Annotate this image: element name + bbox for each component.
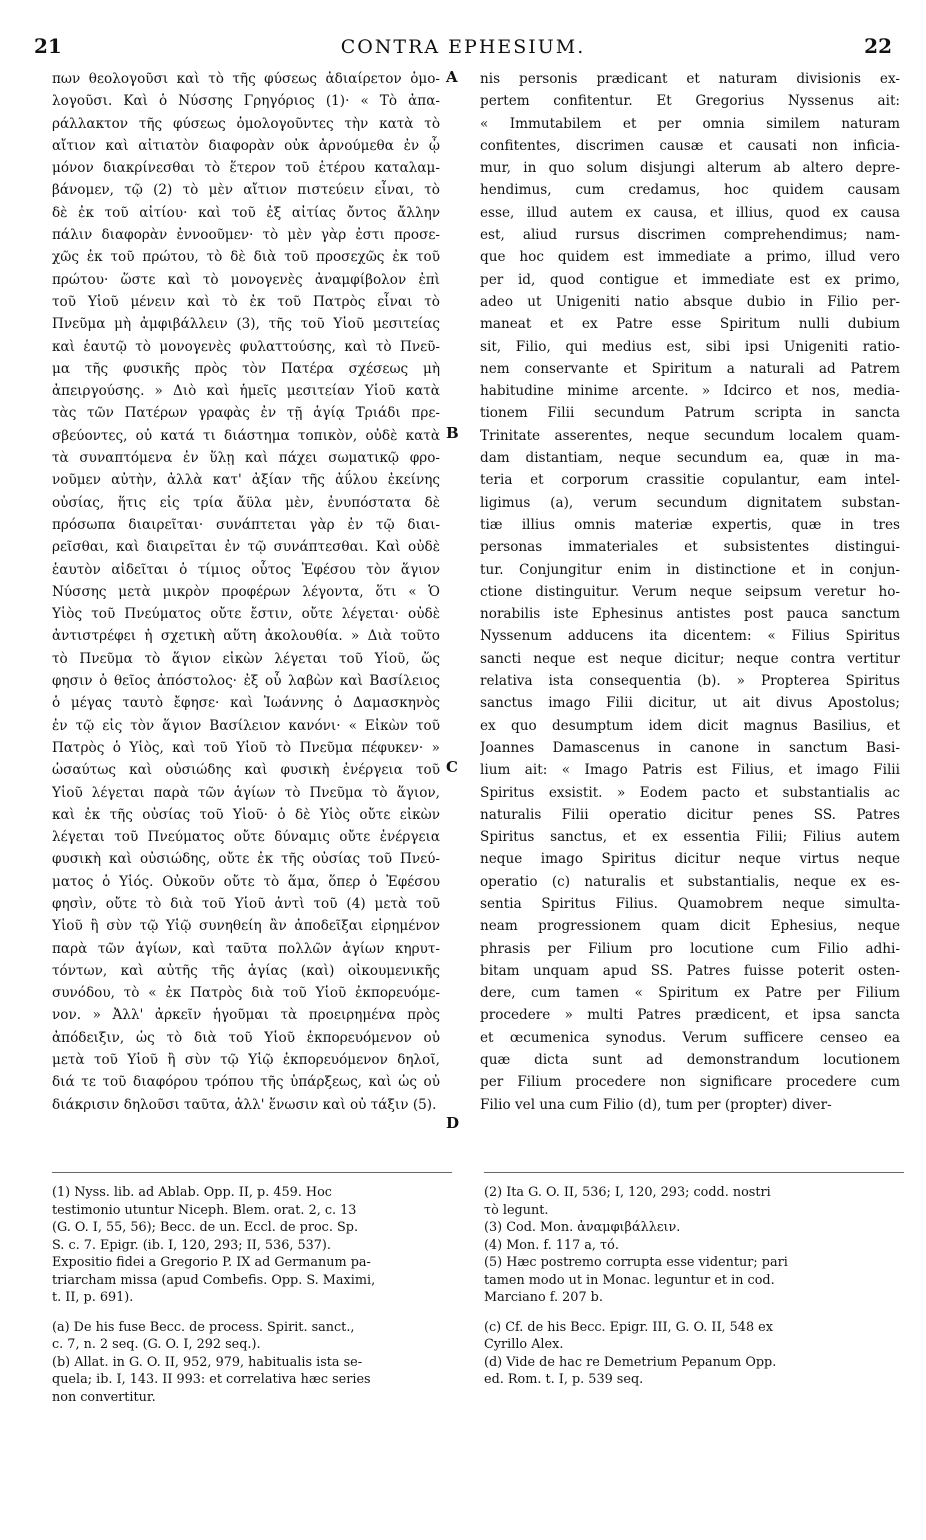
footnote-line: non convertitur. — [52, 1389, 156, 1405]
latin-text-line: habitudine minime arcente. » Idcirco et nos, media- — [480, 383, 900, 400]
latin-text-line: operatio (c) naturalis et substantialis, neque ex es- — [480, 873, 900, 890]
greek-text-line: ἐν τῷ εἰς τὸν ἅγιον Βασίλειον κανόνι· « Εἰκὼν τοῦ — [52, 717, 440, 734]
latin-text-line: procedere » multi Patres prædicent, et ipsa sancta — [480, 1007, 900, 1024]
latin-text-line: phrasis per Filium pro locutione cum Filio adhi- — [480, 940, 900, 957]
greek-text-line: τὰς τῶν Πατέρων γραφὰς ἐν τῇ ἁγίᾳ Τριάδι πρε- — [52, 405, 440, 422]
footnote-line: c. 7, n. 2 seq. (G. O. I, 292 seq.). — [52, 1337, 261, 1352]
greek-text-line: Πατρὸς ὁ Υἱὸς, καὶ τοῦ Υἱοῦ τὸ Πνεῦμα πέφυκεν· » — [52, 739, 440, 756]
footnote-line: Marciano f. 207 b. — [484, 1290, 603, 1305]
latin-text-line: adeo ut Unigeniti natio absque dubio in Filio per- — [480, 293, 900, 310]
margin-letter-d: D — [446, 1114, 460, 1132]
latin-text-line: nis personis prædicant et naturam divisionis ex- — [480, 71, 900, 87]
footnote-line: (4) Mon. f. 117 a, τό. — [484, 1237, 619, 1253]
latin-text-line: teria et corporum crassitie copulantur, eam intel- — [480, 472, 900, 489]
footnote-line: ed. Rom. t. I, p. 539 seq. — [484, 1372, 644, 1387]
latin-text-line: nem conservante et Spiritum a naturali ad Patrem — [480, 360, 900, 377]
greek-text-line: ράλλακτον τῆς φύσεως ὁμολογοῦντες τὴν κατὰ τὸ — [52, 115, 440, 132]
greek-text-line: Πνεῦμα μὴ ἀμφιβάλλειν (3), τῆς τοῦ Υἱοῦ μεσιτείας — [52, 316, 440, 333]
greek-text-line: Υἱοῦ λέγεται παρὰ τῶν ἁγίων τὸ Πνεῦμα τὸ ἅγιον, — [52, 784, 440, 801]
margin-letter-b: B — [446, 424, 459, 442]
greek-text-line: πάλιν διαφορὰν ἐννοοῦμεν· τὸ μὲν γὰρ ἐστι προσε- — [52, 227, 440, 244]
footnote-line: t. II, p. 691). — [52, 1290, 134, 1305]
greek-text-line: ὁ μέγας ταυτὸ ἔφησε· καὶ Ἰωάννης ὁ Δαμασκηνὸς — [52, 695, 440, 712]
greek-text-line: πων θεολογοῦσι καὶ τὸ τῆς φύσεως ἀδιαίρετον ὁμο- — [52, 71, 440, 87]
latin-text-line: tur. Conjungitur enim in distinctione et in conjun- — [480, 561, 900, 578]
latin-text-line: pertem confitentur. Et Gregorius Nyssenus ait: — [480, 93, 900, 110]
footnote-line: (a) De his fuse Becc. de process. Spirit. sanct., — [52, 1319, 355, 1335]
latin-text-line: « Immutabilem et per omnia similem naturam — [480, 115, 900, 132]
latin-text-line: esse, illud autem ex causa, et illius, quod ex causa — [480, 204, 900, 221]
latin-text-line: neam progressionem quam dicit Ephesius, neque — [480, 918, 900, 935]
latin-text-line: tionem Filii secundum Patrum scripta in sancta — [480, 405, 900, 422]
latin-text-line: est, aliud rursus discrimen comprehendimus; nam- — [480, 227, 900, 244]
latin-text-line: lium ait: « Imago Patris est Filius, et imago Filii — [480, 762, 900, 779]
greek-text-line: μα τῆς φυσικῆς πρὸς τὸν Πατέρα σχέσεως μὴ — [52, 360, 440, 377]
footnote-line: triarcham missa (apud Combefis. Opp. S. Maximi, — [52, 1272, 376, 1288]
latin-text-line: per id, quod contigue et immediate est ex primo, — [480, 271, 900, 288]
latin-text-line: sanctus imago Filii dicitur, ut ait divus Apostolus; — [480, 695, 900, 712]
greek-text-line: μετὰ τοῦ Υἱοῦ ἢ σὺν τῷ Υἱῷ ἐκπορευόμενον δηλοῖ, — [52, 1052, 440, 1069]
greek-text-line: ἀντιστρέφει ἡ σχετικὴ αὕτη ἀκολουθία. » Διὰ τοῦτο — [52, 628, 440, 645]
greek-text-line: λέγεται τοῦ Πνεύματος οὔτε δύναμις οὔτε ἐνέργεια — [52, 829, 440, 846]
page-number-left: 21 — [34, 34, 62, 58]
latin-text-line: Filio vel una cum Filio (d), tum per (propter) diver- — [480, 1096, 832, 1113]
latin-text-line: hendimus, cum credamus, hoc quidem causam — [480, 182, 900, 199]
latin-text-line: relativa ista consequentia (b). » Propterea Spiritus — [480, 673, 900, 690]
greek-text-line: λογοῦσι. Καὶ ὁ Νύσσης Γρηγόριος (1)· « Τὸ ἀπα- — [52, 93, 440, 110]
greek-text-column — [52, 68, 440, 1116]
footnote-line: testimonio utuntur Niceph. Blem. orat. 2, c. 13 — [52, 1202, 357, 1218]
latin-text-line: personas immateriales et subsistentes distingui- — [480, 539, 900, 556]
latin-text-line: neque imago Spiritus dicitur neque virtus neque — [480, 851, 900, 868]
greek-text-line: αἴτιον καὶ αἰτιατὸν διαφορὰν οὐκ ἀρνούμεθα ἐν ᾧ — [52, 137, 440, 154]
greek-text-line: τοῦ Υἱοῦ μένειν καὶ τὸ ἐκ τοῦ Πατρὸς εἶναι τὸ — [52, 293, 440, 310]
footnote-line: (3) Cod. Mon. ἀναμφιβάλλειν. — [484, 1220, 681, 1235]
latin-text-line: Spiritus exsistit. » Eodem pacto et substantialis ac — [480, 784, 900, 801]
greek-text-line: ρεῖσθαι, καὶ διαιρεῖται ἐν τῷ συνάπτεσθαι. Καὶ οὐδὲ — [52, 539, 440, 556]
greek-text-line: φυσικὴ καὶ οὐσιώδης, οὔτε ἐκ τῆς οὐσίας τοῦ Πνεύ- — [52, 851, 440, 868]
footnote-line: (2) Ita G. O. II, 536; I, 120, 293; codd. nostri — [484, 1185, 771, 1200]
footnote-rule-left — [52, 1172, 452, 1173]
latin-text-line: Nyssenum adducens ita dicentem: « Filius Spiritus — [480, 628, 900, 645]
footnote-line: quela; ib. I, 143. II 993: et correlativa hæc series — [52, 1372, 371, 1387]
latin-text-line: sit, Filio, qui medius est, sibi ipsi Unigeniti ratio- — [480, 338, 900, 355]
footnote-line: S. c. 7. Epigr. (ib. I, 120, 293; II, 536, 537). — [52, 1237, 331, 1253]
footnote-line: tamen modo ut in Monac. leguntur et in cod. — [484, 1272, 775, 1288]
greek-text-line: σβεύοντες, οὐ κατά τι διάστημα τοπικὸν, οὐδὲ κατὰ — [52, 427, 440, 444]
footnote-gap — [484, 1307, 904, 1319]
greek-text-line: ὡσαύτως καὶ οὐσιώδης καὶ φυσικὴ ἐνέργεια τοῦ — [52, 762, 440, 779]
latin-text-line: ex quo desumptum idem dicit magnus Basilius, et — [480, 717, 900, 734]
latin-text-line: quæ dicta sunt ad demonstrandum locutionem — [480, 1052, 900, 1069]
greek-text-line: Νύσσης μετὰ μικρὸν προφέρων λέγοντα, ὅτι « Ὁ — [52, 583, 440, 600]
greek-text-line: καὶ ἑαυτῷ τὸ μονογενὲς φυλαττούσης, καὶ τὸ Πνεῦ- — [52, 338, 440, 355]
latin-text-line: per Filium procedere non significare procedere cum — [480, 1074, 900, 1091]
footnote-line: (G. O. I, 55, 56); Becc. de un. Eccl. de proc. Sp. — [52, 1220, 359, 1235]
greek-text-line: Υἱοῦ ἢ σὺν τῷ Υἱῷ συνηθείη ἂν ἀποδεῖξαι εἰρημένον — [52, 918, 440, 935]
latin-text-column — [480, 68, 900, 1116]
greek-text-line: καὶ ἐκ τῆς οὐσίας τοῦ Υἱοῦ· ὁ δὲ Υἱὸς οὔτε εἰκὼν — [52, 806, 440, 823]
greek-text-line: τὰ συναπτόμενα ἐν ὕλῃ καὶ πάχει σωματικῷ φρο- — [52, 450, 440, 467]
latin-text-line: sancti neque est neque dicitur; neque contra vertitur — [480, 650, 900, 667]
footnote-line: (c) Cf. de his Becc. Epigr. III, G. O. II, 548 ex — [484, 1319, 773, 1335]
margin-letter-a: A — [446, 68, 458, 86]
greek-text-line: ἀπόδειξιν, ὡς τὸ διὰ τοῦ Υἱοῦ ἐκπορευόμενον οὐ — [52, 1029, 440, 1046]
footnote-line: (b) Allat. in G. O. II, 952, 979, habitualis ista se- — [52, 1354, 363, 1370]
page-number-right: 22 — [864, 34, 892, 58]
greek-text-line: διάκρισιν δηλοῦσι ταῦτα, ἀλλ' ἕνωσιν καὶ οὐ τάξιν (5). — [52, 1096, 437, 1113]
footnotes-left — [52, 1184, 452, 1406]
greek-text-line: βάνομεν, τῷ (2) τὸ μὲν αἴτιον πιστεύειν εἶναι, τὸ — [52, 182, 440, 199]
greek-text-line: χῶς ἐκ τοῦ πρώτου, τὸ δὲ διὰ τοῦ προσεχῶς ἐκ τοῦ — [52, 249, 440, 266]
greek-text-line: διά τε τοῦ διαφόρου τρόπου τῆς ὑπάρξεως, καὶ ὡς οὐ — [52, 1074, 440, 1091]
footnote-line: τὸ legunt. — [484, 1202, 549, 1218]
latin-text-line: norabilis iste Ephesinus antistes post pauca sanctum — [480, 606, 900, 623]
greek-text-line: πρώτου· ὥστε καὶ τὸ μονογενὲς ἀναμφίβολον ἐπὶ — [52, 271, 440, 288]
greek-text-line: φησὶν, οὔτε τὸ διὰ τοῦ Υἱοῦ ἀντὶ τοῦ (4) μετὰ τοῦ — [52, 895, 440, 912]
greek-text-line: μόνον διακρίνεσθαι τὸ ἕτερον τοῦ ἑτέρου καταλαμ- — [52, 160, 440, 177]
footnote-gap — [52, 1307, 452, 1319]
greek-text-line: παρὰ τῶν ἁγίων, καὶ ταῦτα πολλῶν ἁγίων κηρυτ- — [52, 940, 440, 957]
greek-text-line: φησιν ὁ θεῖος ἀπόστολος· ἐξ οὗ λαβὼν καὶ Βασίλειος — [52, 673, 440, 690]
latin-text-line: ligimus (a), verum secundum dignitatem substan- — [480, 494, 900, 511]
latin-text-line: mur, in quo solum disjungi alterum ab altero depre- — [480, 160, 900, 177]
latin-text-line: que hoc quidem est immediate a primo, illud vero — [480, 249, 900, 266]
greek-text-line: ἑαυτὸν αἰδεῖται ὁ τίμιος οὗτος Ἐφέσου τὸν ἅγιον — [52, 561, 440, 578]
footnote-line: (1) Nyss. lib. ad Ablab. Opp. II, p. 459. Hoc — [52, 1185, 332, 1200]
latin-text-line: confitentes, discrimen causæ et causati non inficia- — [480, 137, 900, 154]
latin-text-line: dam distantiam, neque secundum ea, quæ in ma- — [480, 450, 900, 467]
latin-text-line: et œcumenica synodus. Verum sufficere censeo ea — [480, 1029, 900, 1046]
greek-text-line: πρόσωπα διαιρεῖται· συνάπτεται γὰρ ἐν τῷ διαι- — [52, 516, 440, 533]
latin-text-line: sentia Spiritus Filius. Quamobrem neque simulta- — [480, 895, 900, 912]
greek-text-line: οὐσίας, ἥτις εἰς τρία ἄϋλα μὲν, ἐνυπόστατα δὲ — [52, 494, 440, 511]
footnote-line: (5) Hæc postremo corrupta esse videntur; pari — [484, 1255, 788, 1270]
greek-text-line: τὸ Πνεῦμα τὸ ἅγιον εἰκὼν λέγεται τοῦ Υἱοῦ, ὥς — [52, 650, 440, 667]
greek-text-line: Υἱὸς τοῦ Πνεύματος οὔτε ἔστιν, οὔτε λέγεται· οὐδὲ — [52, 606, 440, 623]
greek-text-line: τόντων, καὶ αὐτῆς τῆς ἁγίας (καὶ) οἰκουμενικῆς — [52, 962, 440, 979]
greek-text-line: συνόδου, τὸ « ἐκ Πατρὸς διὰ τοῦ Υἱοῦ ἐκπορευόμε- — [52, 985, 440, 1002]
greek-text-line: ματος ὁ Υἱός. Οὐκοῦν οὔτε τὸ ἅμα, ὅπερ ὁ Ἐφέσου — [52, 873, 440, 890]
footnote-line: Cyrillo Alex. — [484, 1337, 564, 1352]
latin-text-line: ctione distinguitur. Verum neque seipsum veretur ho- — [480, 583, 900, 600]
footnote-line: Expositio fidei a Gregorio P. IX ad Germanum pa- — [52, 1255, 371, 1270]
page-header — [34, 34, 892, 60]
margin-letter-c: C — [446, 758, 458, 776]
latin-text-line: bitam unquam apud SS. Patres fuisse poterit osten- — [480, 962, 900, 979]
latin-text-line: naturalis Filii operatio dicitur penes SS. Patres — [480, 806, 900, 823]
latin-text-line: tiæ illius omnis materiæ expertis, quæ in tres — [480, 516, 900, 533]
latin-text-line: maneat et ex Patre esse Spiritum nulli dubium — [480, 316, 900, 333]
footnote-rule-right — [484, 1172, 904, 1173]
greek-text-line: νον. » Ἀλλ' ἀρκεῖν ἡγοῦμαι τὰ προειρημένα πρὸς — [52, 1007, 440, 1024]
latin-text-line: Joannes Damascenus in canone in sanctum Basi- — [480, 739, 900, 756]
greek-text-line: δὲ ἐκ τοῦ αἰτίου· καὶ τοῦ ἐξ αἰτίας ὄντος ἄλλην — [52, 204, 440, 221]
running-title: CONTRA EPHESIUM. — [340, 36, 586, 58]
latin-text-line: dere, cum tamen « Spiritum ex Patre per Filium — [480, 985, 900, 1002]
greek-text-line: ἀπειργούσης. » Διὸ καὶ ἡμεῖς μεσιτείαν Υἱοῦ κατὰ — [52, 383, 440, 400]
latin-text-line: Trinitate asserentes, neque secundum localem quam- — [480, 427, 900, 444]
footnotes-right — [484, 1184, 904, 1389]
footnote-line: (d) Vide de hac re Demetrium Pepanum Opp. — [484, 1354, 777, 1370]
latin-text-line: Spiritus sanctus, et ex essentia Filii; Filius autem — [480, 829, 900, 846]
greek-text-line: νοῦμεν αὐτὴν, ἀλλὰ κατ' ἀξίαν τῆς ἀΰλου ἐκείνης — [52, 472, 440, 489]
